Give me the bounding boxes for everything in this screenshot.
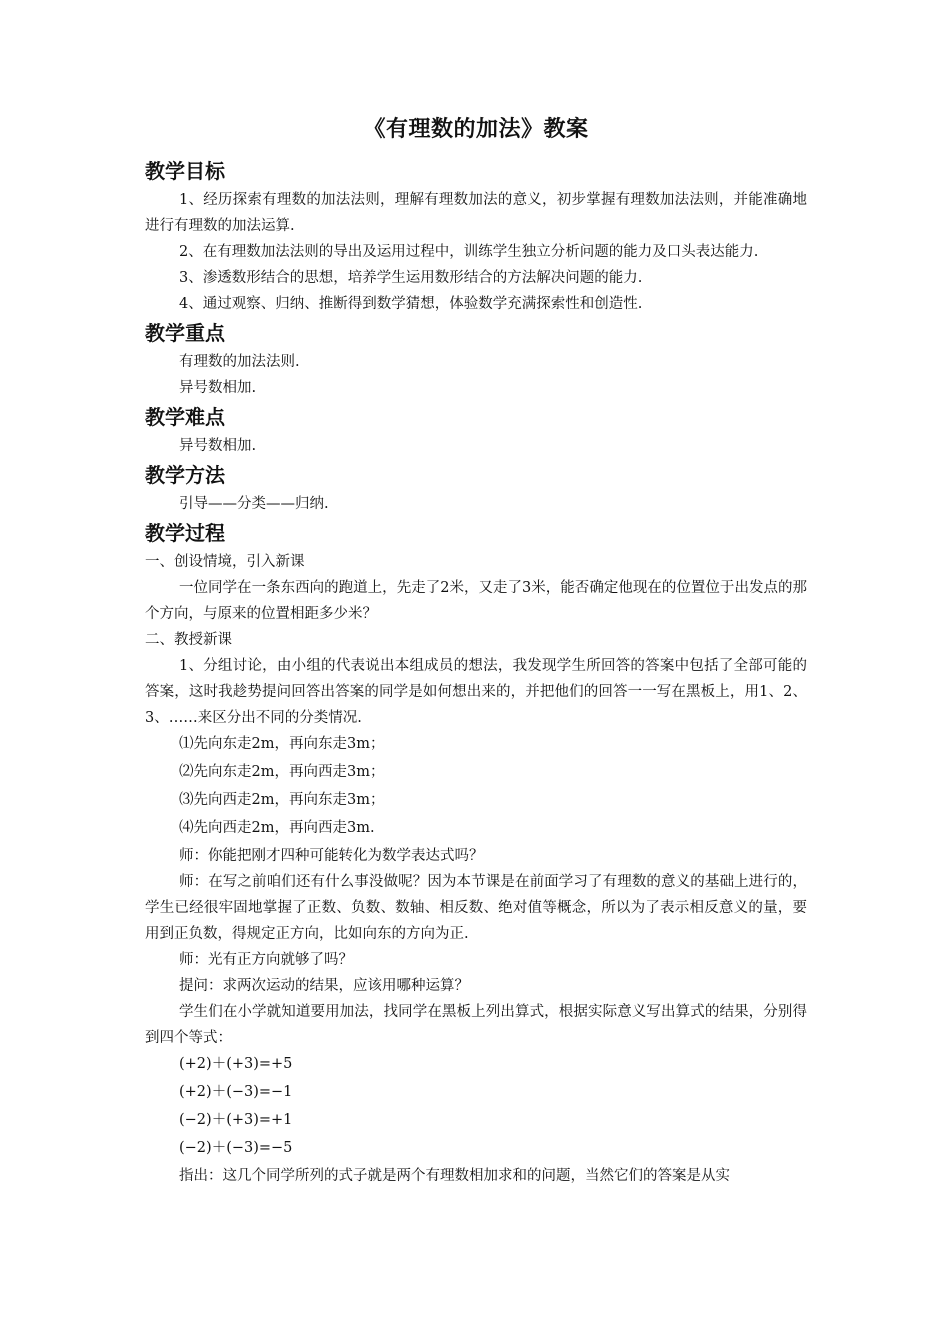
goal-item-2: 2、在有理数加法法则的导出及运用过程中，训练学生独立分析问题的能力及口头表达能力. bbox=[179, 244, 759, 260]
teacher-question-4: 提问：求两次运动的结果，应该用哪种运算？ bbox=[179, 978, 469, 994]
teacher-question-3: 师：光有正方向就够了吗？ bbox=[179, 952, 353, 968]
teacher-question-2: 师：在写之前咱们还有什么事没做呢？因为本节课是在前面学习了有理数的意义的基础上进行的，学生已经很牢固地掌握了正数、负数、数轴、相反数、绝对值等概念，所以为了表示相反意义的量，要用到正负数，得规定正方向，比如向东的方向为正. bbox=[145, 874, 807, 942]
process-part2-title: 二、教授新课 bbox=[145, 632, 232, 648]
process-part1-text: 一位同学在一条东西向的跑道上，先走了2米，又走了3米，能否确定他现在的位置位于出发点的那个方向，与原来的位置相距多少米？ bbox=[145, 580, 807, 622]
equation-2: (+2)＋(−3)=−1 bbox=[179, 1084, 293, 1100]
case-3: ⑶先向西走2m，再向东走3m； bbox=[179, 792, 385, 808]
goal-item-1: 1、经历探索有理数的加法法则，理解有理数加法的意义，初步掌握有理数加法法则，并能准确地进行有理数的加法运算. bbox=[145, 192, 807, 234]
document-body bbox=[145, 112, 807, 1189]
method-1: 引导——分类——归纳. bbox=[179, 496, 329, 512]
equation-1: (+2)＋(+3)=+5 bbox=[179, 1056, 293, 1072]
goal-item-3: 3、渗透数形结合的思想，培养学生运用数形结合的方法解决问题的能力. bbox=[179, 270, 643, 286]
case-2: ⑵先向东走2m，再向西走3m； bbox=[179, 764, 385, 780]
equation-3: (−2)＋(+3)=+1 bbox=[179, 1112, 293, 1128]
difficulty-1: 异号数相加. bbox=[179, 438, 257, 454]
process-part1-title: 一、创设情境，引入新课 bbox=[145, 554, 305, 570]
process-part2-text: 1、分组讨论，由小组的代表说出本组成员的想法，我发现学生所回答的答案中包括了全部可能的答案，这时我趁势提问回答出答案的同学是如何想出来的，并把他们的回答一一写在黑板上，用1、2、3、……来区分出不同的分类情况. bbox=[145, 658, 807, 726]
section-heading-method: 教学方法 bbox=[145, 463, 225, 487]
section-heading-key-points: 教学重点 bbox=[145, 321, 225, 345]
document-title: 《有理数的加法》教案 bbox=[363, 116, 589, 142]
equation-4: (−2)＋(−3)=−5 bbox=[179, 1140, 293, 1156]
teacher-note: 指出：这几个同学所列的式子就是两个有理数相加求和的问题，当然它们的答案是从实 bbox=[179, 1168, 730, 1184]
section-heading-goals: 教学目标 bbox=[145, 159, 225, 183]
key-point-1: 有理数的加法法则. bbox=[179, 354, 300, 370]
case-1: ⑴先向东走2m，再向东走3m； bbox=[179, 736, 385, 752]
goal-item-4: 4、通过观察、归纳、推断得到数学猜想，体验数学充满探索性和创造性. bbox=[179, 296, 643, 312]
section-heading-process: 教学过程 bbox=[145, 521, 225, 545]
case-4: ⑷先向西走2m，再向西走3m. bbox=[179, 820, 375, 836]
section-heading-difficulties: 教学难点 bbox=[145, 405, 225, 429]
teacher-question-1: 师：你能把刚才四种可能转化为数学表达式吗？ bbox=[179, 848, 484, 864]
key-point-2: 异号数相加. bbox=[179, 380, 257, 396]
student-explanation: 学生们在小学就知道要用加法，找同学在黑板上列出算式，根据实际意义写出算式的结果，分别得到四个等式： bbox=[145, 1004, 807, 1046]
